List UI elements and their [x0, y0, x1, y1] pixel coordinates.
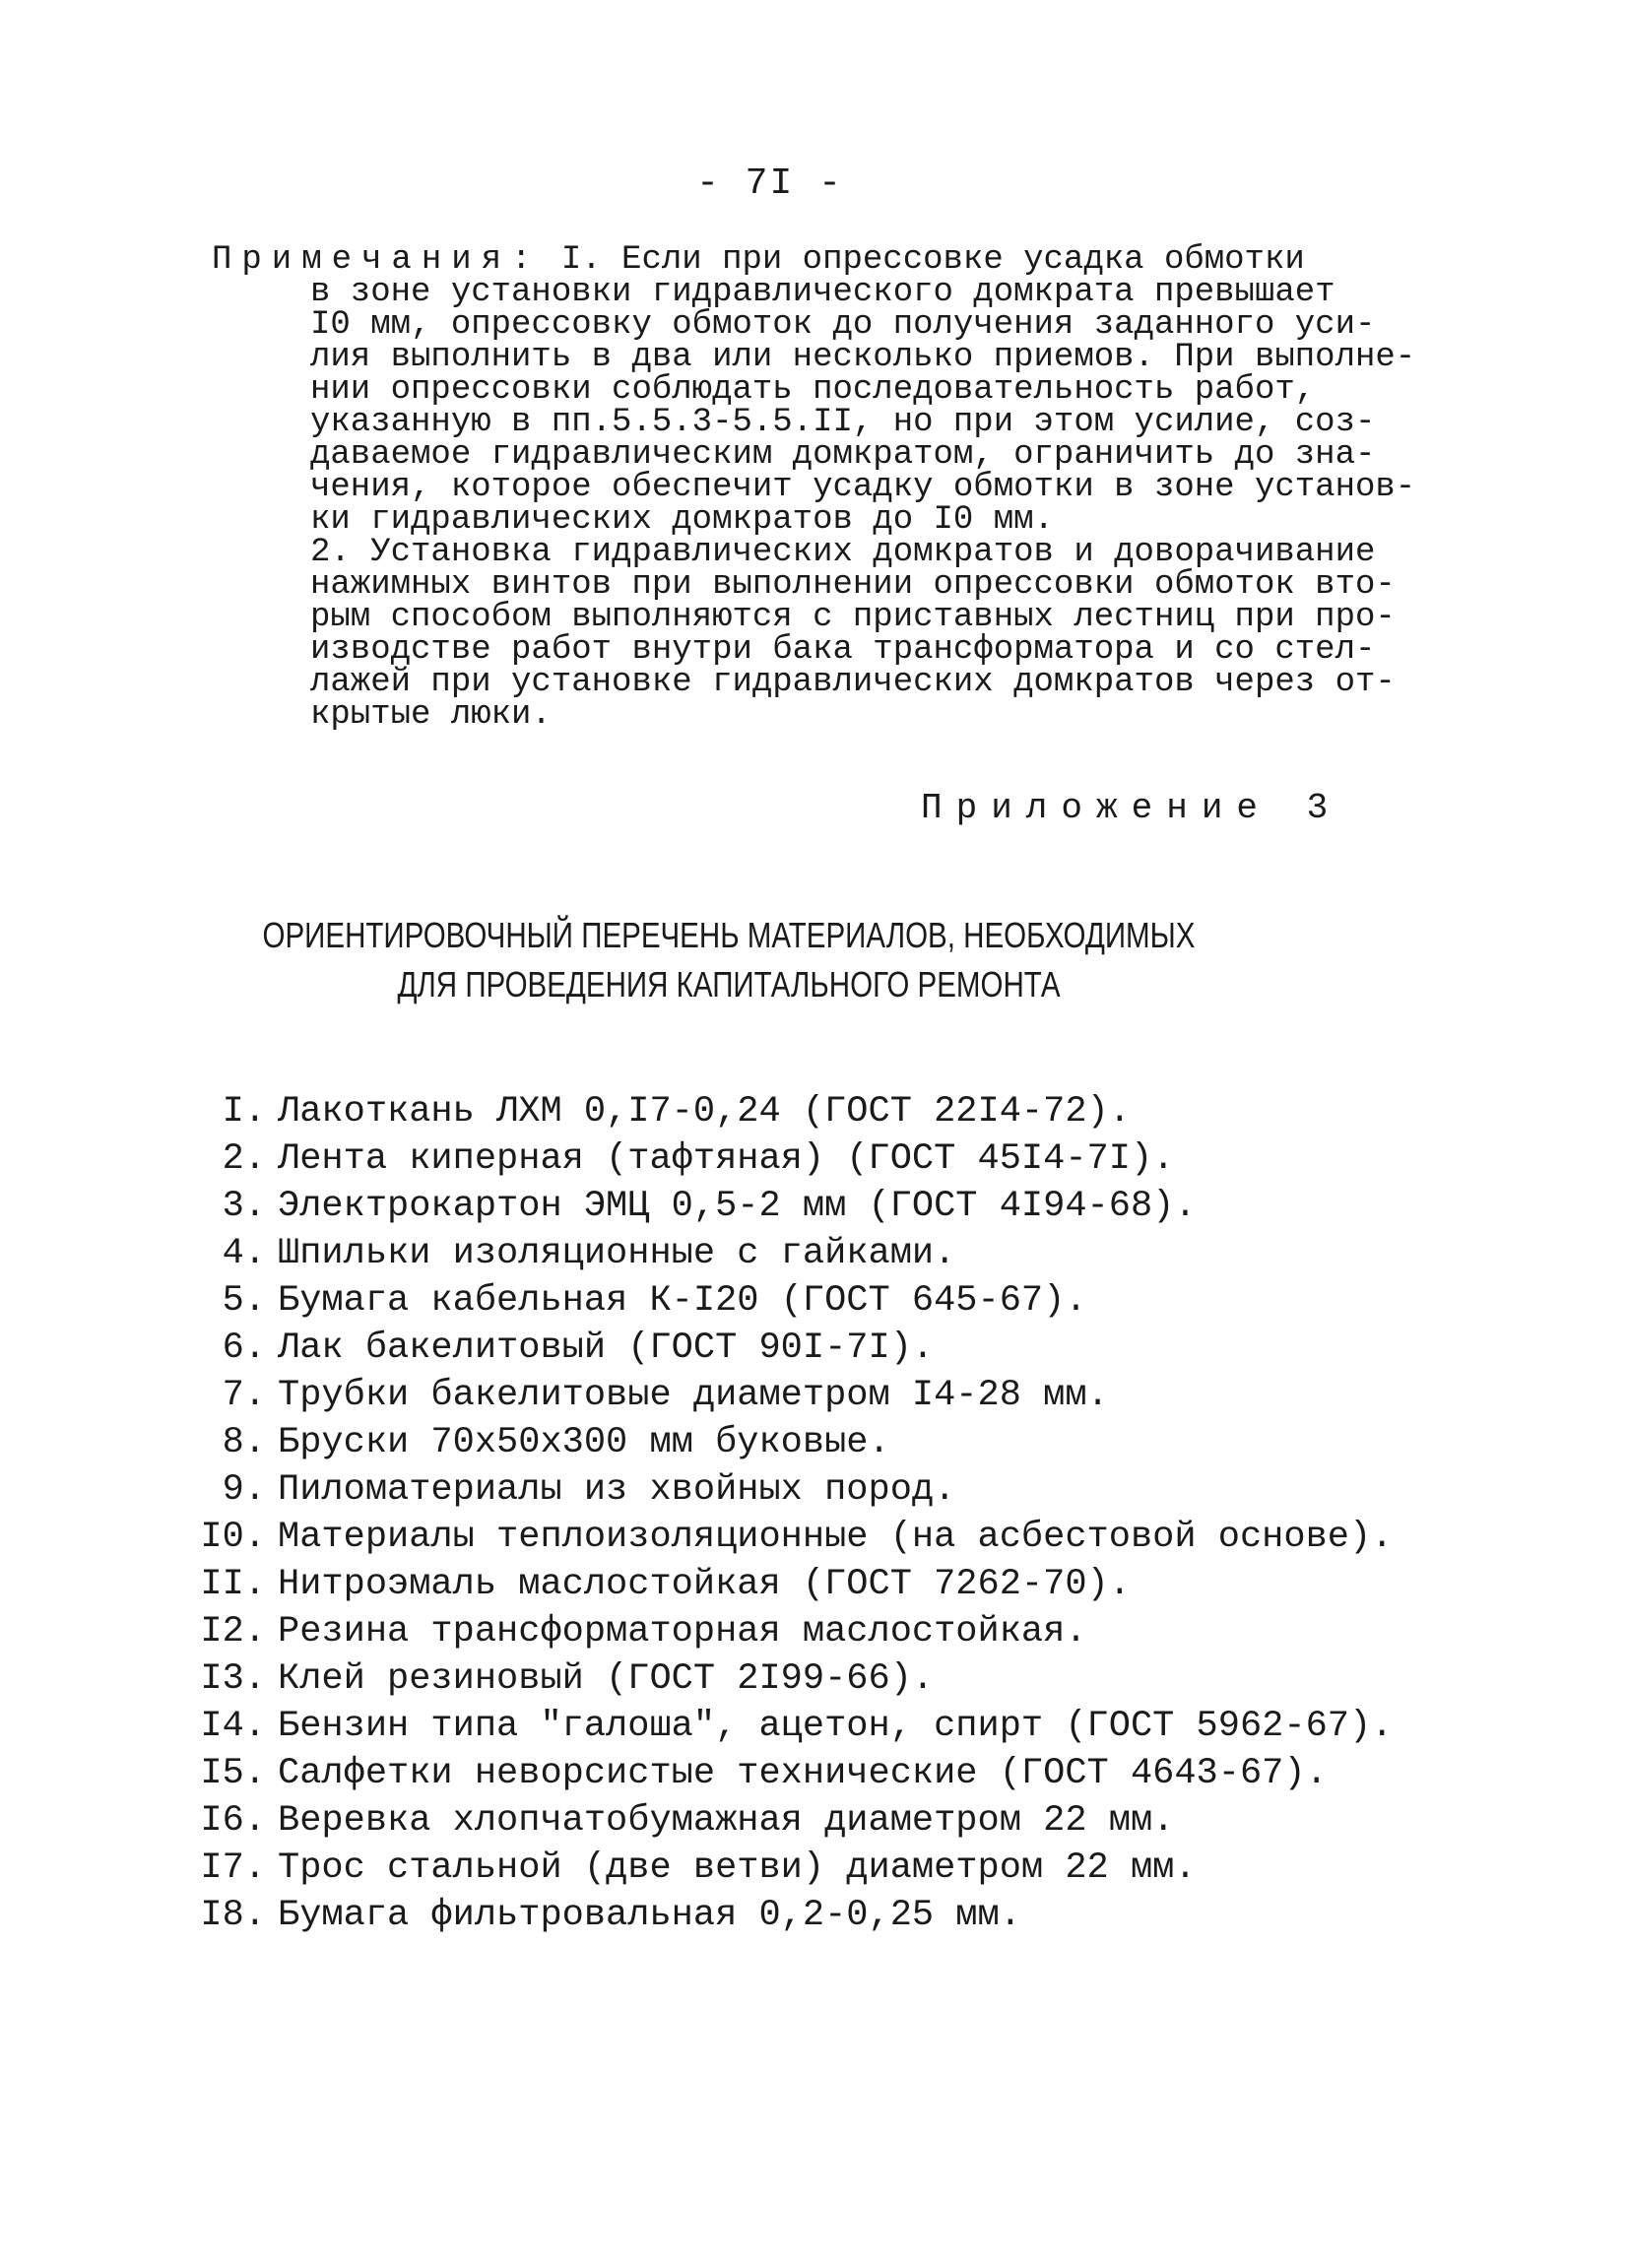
item-text: Лакоткань ЛХМ 0,I7-0,24 (ГОСТ 22I4-72). [278, 1091, 1131, 1133]
item-number: II. [200, 1564, 266, 1605]
list-item [182, 1372, 1463, 1419]
list-item [182, 1183, 1463, 1230]
appendix-label: Приложение 3 [921, 788, 1342, 828]
item-text: Шпильки изоляционные с гайками. [278, 1233, 956, 1274]
note-line: чения, которое обеспечит усадку обмотки в зоне установ- [310, 469, 1416, 506]
item-number: 8. [222, 1422, 266, 1463]
item-text: Резина трансформаторная маслостойкая. [278, 1611, 1087, 1652]
item-text: Лента киперная (тафтяная) (ГОСТ 45I4-7I). [278, 1138, 1175, 1180]
item-number: I. [222, 1091, 266, 1133]
list-item [182, 1703, 1463, 1750]
list-item [182, 1419, 1463, 1466]
note-line: I0 мм, опрессовку обмоток до получения заданного уси- [310, 306, 1376, 344]
item-number: I2. [200, 1611, 266, 1652]
item-number: 7. [222, 1375, 266, 1416]
note-line: в зоне установки гидравлического домкрата превышает [310, 274, 1335, 311]
list-item [182, 1325, 1463, 1372]
item-number: I5. [200, 1753, 266, 1794]
note-line: нии опрессовки соблюдать последовательность работ, [310, 371, 1316, 409]
note-line: рым способом выполняются с приставных лестниц при про- [310, 599, 1396, 636]
notes-first-line [212, 241, 1443, 279]
notes-section [212, 241, 1443, 734]
item-text: Материалы теплоизоляционные (на асбестовой основе). [278, 1517, 1394, 1558]
list-item [182, 1845, 1463, 1892]
list-item [182, 1230, 1463, 1277]
item-text: Трубки бакелитовые диаметром I4-28 мм. [278, 1375, 1109, 1416]
list-item [182, 1608, 1463, 1655]
item-number: 9. [222, 1469, 266, 1511]
item-number: 2. [222, 1138, 266, 1180]
note-line: лия выполнить в два или несколько приемов. При выполне- [310, 339, 1416, 376]
item-number: I3. [200, 1658, 266, 1700]
notes-label: Примечания: [212, 241, 542, 279]
item-text: Бензин типа "галоша", ацетон, спирт (ГОСТ 5962-67). [278, 1706, 1394, 1747]
list-item [182, 1466, 1463, 1514]
item-number: 4. [222, 1233, 266, 1274]
item-number: 5. [222, 1280, 266, 1322]
list-item [182, 1750, 1463, 1797]
note-line: 2. Установка гидравлических домкратов и доворачивание [310, 534, 1376, 571]
item-text: Пиломатериалы из хвойных пород. [278, 1469, 956, 1511]
item-text: Трос стальной (две ветви) диаметром 22 мм. [278, 1847, 1197, 1889]
item-number: I8. [200, 1895, 266, 1936]
note-line: даваемое гидравлическим домкратом, ограничить до зна- [310, 436, 1376, 474]
item-text: Бумага кабельная К-I20 (ГОСТ 645-67). [278, 1280, 1087, 1322]
materials-list [182, 1088, 1463, 1939]
item-number: I6. [200, 1800, 266, 1842]
item-text: Бумага фильтровальная 0,2-0,25 мм. [278, 1895, 1021, 1936]
note-line: нажимных винтов при выполнении опрессовки обмоток вто- [310, 566, 1396, 604]
note-line: I. Если при опрессовке усадка обмотки [560, 241, 1305, 279]
list-item [182, 1561, 1463, 1608]
item-number: I4. [200, 1706, 266, 1747]
item-text: Нитроэмаль маслостойкая (ГОСТ 7262-70). [278, 1564, 1131, 1605]
list-item [182, 1655, 1463, 1703]
item-text: Лак бакелитовый (ГОСТ 90I-7I). [278, 1328, 935, 1369]
list-item [182, 1892, 1463, 1939]
item-text: Веревка хлопчатобумажная диаметром 22 мм. [278, 1800, 1175, 1842]
note-line: лажей при установке гидравлических домкратов через от- [310, 664, 1396, 701]
item-number: I7. [200, 1847, 266, 1889]
item-text: Салфетки неворсистые технические (ГОСТ 4643-67). [278, 1753, 1328, 1794]
item-number: 6. [222, 1328, 266, 1369]
list-item [182, 1277, 1463, 1325]
item-text: Электрокартон ЭМЦ 0,5-2 мм (ГОСТ 4I94-68). [278, 1186, 1197, 1227]
item-text: Бруски 70х50х300 мм буковые. [278, 1422, 890, 1463]
note-line: ки гидравлических домкратов до I0 мм. [310, 501, 1054, 539]
item-text: Клей резиновый (ГОСТ 2I99-66). [278, 1658, 935, 1700]
page-number: - 7I - [696, 162, 843, 205]
title-line-1: ОРИЕНТИРОВОЧНЫЙ ПЕРЕЧЕНЬ МАТЕРИАЛОВ, НЕОБХОДИМЫХ [262, 915, 1196, 955]
title-line-2: ДЛЯ ПРОВЕДЕНИЯ КАПИТАЛЬНОГО РЕМОНТА [397, 964, 1061, 1004]
item-number: I0. [200, 1517, 266, 1558]
note-line: крытые люки. [310, 696, 552, 734]
list-item [182, 1797, 1463, 1845]
list-item [182, 1088, 1463, 1135]
list-item [182, 1514, 1463, 1561]
list-item [182, 1135, 1463, 1183]
note-line: изводстве работ внутри бака трансформатора и со стел- [310, 631, 1376, 669]
document-title [131, 911, 1327, 1009]
item-number: 3. [222, 1186, 266, 1227]
note-line: указанную в пп.5.5.3-5.5.II, но при этом усилие, соз- [310, 404, 1376, 441]
